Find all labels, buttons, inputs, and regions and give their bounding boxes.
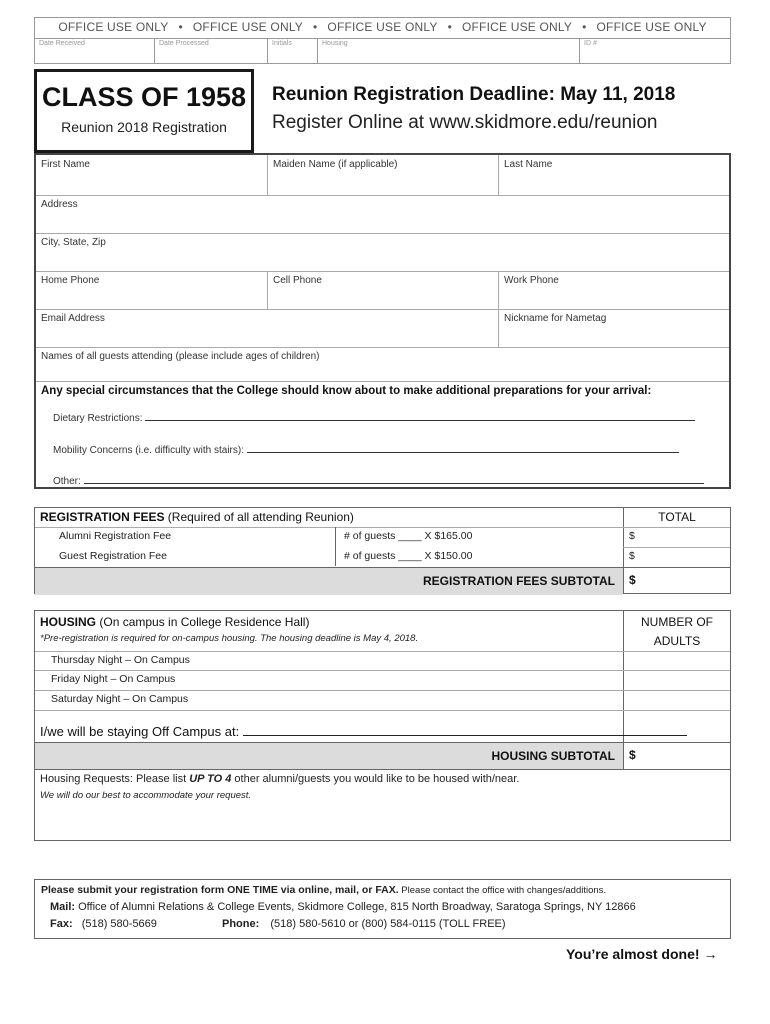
saturday-night-label: Saturday Night – On Campus	[51, 693, 189, 705]
phone-row	[36, 271, 729, 310]
address-field[interactable]: Address	[41, 199, 78, 210]
dietary-blank[interactable]	[145, 411, 695, 421]
last-name-field[interactable]: Last Name	[498, 155, 729, 195]
alumni-total-field[interactable]: $	[629, 530, 635, 542]
fees-title-note: (Required of all attending Reunion)	[167, 510, 354, 524]
class-subtitle: Reunion 2018 Registration	[61, 119, 227, 135]
nickname-field[interactable]: Nickname for Nametag	[498, 309, 729, 347]
initials-field[interactable]: Initials	[267, 38, 317, 64]
guests-divider	[335, 527, 336, 566]
submit-instructions-box	[34, 879, 731, 939]
register-online-text: Register Online at www.skidmore.edu/reunion	[272, 112, 658, 133]
divider	[35, 527, 730, 528]
housing-title: HOUSING	[40, 615, 97, 629]
class-title-box	[34, 69, 254, 153]
phone-number: (518) 580-5610 or (800) 584-0115 (TOLL FREE)	[270, 918, 506, 930]
separator-dot: •	[313, 20, 318, 34]
name-row	[36, 155, 729, 196]
requests-limit: UP TO 4	[189, 773, 232, 785]
mobility-blank[interactable]	[247, 443, 679, 453]
phone-line	[222, 918, 506, 930]
first-name-field[interactable]: First Name	[41, 159, 90, 170]
housing-subtotal-field[interactable]: $	[629, 748, 636, 762]
registration-fees-table	[34, 507, 731, 594]
home-phone-field[interactable]: Home Phone	[41, 275, 100, 286]
office-use-label: OFFICE USE ONLY	[192, 20, 304, 34]
submit-line	[41, 884, 606, 896]
office-use-box	[34, 17, 731, 64]
guests-row	[36, 347, 729, 382]
class-title: CLASS OF 1958	[41, 82, 247, 112]
other-line[interactable]	[53, 474, 704, 487]
fax-line	[50, 918, 157, 930]
off-campus-label: I/we will be staying Off Campus at:	[40, 724, 240, 739]
alumni-fee-label: Alumni Registration Fee	[59, 530, 172, 542]
fax-label: Fax:	[50, 918, 73, 930]
guest-total-field[interactable]: $	[629, 550, 635, 562]
special-circumstances-heading: Any special circumstances that the College should know about to make additional preparations for your arrival:	[41, 385, 652, 397]
divider	[35, 670, 730, 671]
housing-requests-note: We will do our best to accommodate your request.	[40, 790, 252, 801]
office-use-header	[35, 20, 730, 37]
housing-requests-text	[40, 773, 519, 785]
separator-dot: •	[178, 20, 183, 34]
fax-number: (518) 580-5669	[81, 918, 157, 930]
guest-guests-field[interactable]: # of guests ____ X $150.00	[344, 550, 473, 562]
registration-form	[34, 153, 731, 489]
mail-label: Mail:	[50, 901, 76, 913]
work-phone-field[interactable]: Work Phone	[498, 271, 729, 309]
id-field[interactable]: ID #	[579, 38, 730, 64]
mobility-label: Mobility Concerns (i.e. difficulty with stairs):	[53, 445, 244, 456]
housing-subtotal-label: HOUSING SUBTOTAL	[491, 749, 615, 763]
maiden-name-field[interactable]: Maiden Name (if applicable)	[267, 155, 498, 195]
mail-address: Office of Alumni Relations & College Events, Skidmore College, 815 North Broadway, Saratoga Springs, NY 12866	[75, 901, 636, 913]
other-blank[interactable]	[84, 474, 704, 484]
fees-subtotal-label: REGISTRATION FEES SUBTOTAL	[422, 574, 615, 588]
fees-title: REGISTRATION FEES	[40, 510, 165, 524]
housing-table	[34, 610, 731, 841]
phone-label: Phone:	[222, 918, 260, 930]
thursday-night-label: Thursday Night – On Campus	[51, 654, 190, 666]
divider	[623, 742, 730, 743]
divider	[35, 769, 730, 770]
number-adults-header-1: NUMBER OF	[641, 615, 713, 629]
address-row	[36, 195, 729, 234]
requests-text-end: other alumni/guests you would like to be housed with/near.	[231, 773, 520, 785]
housing-heading	[40, 615, 309, 629]
registration-deadline: Reunion Registration Deadline: May 11, 2018	[272, 84, 676, 105]
dietary-line[interactable]	[53, 411, 695, 424]
arrow-right-icon: →	[703, 946, 718, 962]
submit-instruction: Please submit your registration form ONE TIME via online, mail, or FAX.	[41, 884, 399, 896]
requests-text-start: Housing Requests: Please list	[40, 773, 190, 785]
date-processed-field[interactable]: Date Processed	[154, 38, 267, 64]
divider	[623, 547, 730, 548]
divider	[35, 710, 730, 711]
guest-fee-label: Guest Registration Fee	[59, 550, 167, 562]
divider	[35, 651, 730, 652]
almost-done-label: You’re almost done!	[566, 946, 700, 962]
office-use-label: OFFICE USE ONLY	[58, 20, 169, 34]
housing-field[interactable]: Housing	[317, 38, 579, 64]
email-field[interactable]: Email Address	[41, 313, 105, 324]
housing-requests-field[interactable]	[35, 803, 730, 839]
email-row	[36, 309, 729, 348]
cell-phone-field[interactable]: Cell Phone	[267, 271, 498, 309]
city-row	[36, 233, 729, 272]
office-use-label: OFFICE USE ONLY	[327, 20, 438, 34]
housing-title-note: (On campus in College Residence Hall)	[99, 615, 310, 629]
separator-dot: •	[447, 20, 452, 34]
date-received-field[interactable]: Date Received	[35, 38, 154, 64]
number-adults-header-2: ADULTS	[653, 634, 701, 648]
almost-done-text	[566, 946, 717, 962]
contact-note: Please contact the office with changes/additions.	[398, 885, 607, 896]
fees-subtotal-bar	[35, 567, 623, 595]
divider	[35, 690, 730, 691]
separator-dot: •	[582, 20, 587, 34]
off-campus-line[interactable]	[40, 723, 687, 739]
office-use-label: OFFICE USE ONLY	[596, 20, 707, 34]
guest-names-field[interactable]: Names of all guests attending (please include ages of children)	[41, 351, 320, 362]
dietary-label: Dietary Restrictions:	[53, 413, 143, 424]
friday-night-label: Friday Night – On Campus	[51, 673, 176, 685]
housing-note: *Pre-registration is required for on-campus housing. The housing deadline is May 4, 2018.	[40, 633, 419, 644]
housing-subtotal-bar	[35, 742, 623, 770]
divider	[623, 567, 730, 568]
office-use-label: OFFICE USE ONLY	[461, 20, 573, 34]
other-label: Other:	[53, 476, 81, 487]
total-header: TOTAL	[658, 510, 696, 524]
fees-heading	[40, 510, 354, 524]
mobility-line[interactable]	[53, 443, 679, 456]
off-campus-blank[interactable]	[243, 723, 687, 736]
alumni-guests-field[interactable]: # of guests ____ X $165.00	[344, 530, 473, 542]
mail-line	[50, 901, 636, 913]
city-state-zip-field[interactable]: City, State, Zip	[41, 237, 106, 248]
fees-subtotal-field[interactable]: $	[629, 573, 636, 587]
